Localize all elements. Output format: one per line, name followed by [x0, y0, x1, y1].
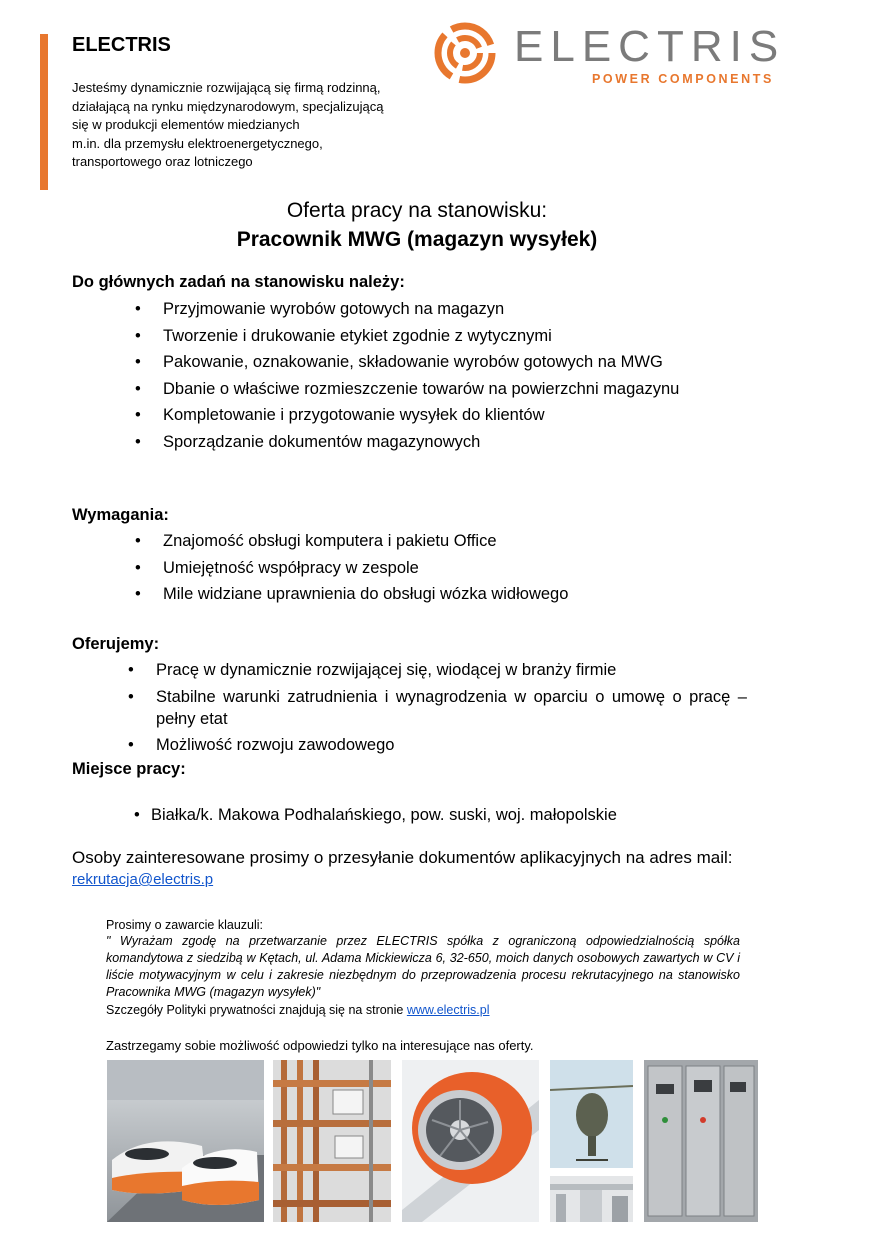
company-name: ELECTRIS [72, 34, 171, 56]
reservation-note: Zastrzegamy sobie możliwość odpowiedzi tylko na interesujące nas oferty. [106, 1038, 534, 1053]
requirements-heading: Wymagania: [72, 506, 169, 524]
list-item: • Mile widziane uprawnienia do obsługi wózka widłowego [163, 583, 746, 605]
photo-jet-engine [402, 1060, 539, 1222]
email-link[interactable]: rekrutacja@electris.p [72, 871, 214, 888]
intro-line: m.in. dla przemysłu elektroenergetycznego, [72, 135, 323, 151]
workplace-heading: Miejsce pracy: [72, 760, 186, 778]
offer-heading: Oferta pracy na stanowisku: [286, 199, 548, 222]
logo-tagline: POWER COMPONENTS [592, 72, 774, 86]
logo-wordmark: ELECTRIS [514, 22, 786, 71]
photo-industrial-interior [550, 1176, 633, 1222]
list-item: • Przyjmowanie wyrobów gotowych na magazyn [163, 298, 746, 320]
company-intro [72, 79, 472, 172]
tasks-list [163, 298, 746, 457]
list-item: • Tworzenie i drukowanie etykiet zgodnie z wytycznymi [163, 325, 746, 347]
list-item: • Umiejętność współpracy w zespole [163, 557, 746, 579]
privacy-policy-line [106, 1002, 740, 1019]
intro-line: się w produkcji elementów miedzianych [72, 117, 300, 132]
list-item: • Sporządzanie dokumentów magazynowych [163, 431, 746, 453]
consent-clause: " Wyrażam zgodę na przetwarzanie przez ELECTRIS spółka z ograniczoną odpowiedzialnością spółka komandytowa z siedzibą w Kętach, ul. Adama Mickiewicza 6, 32-650, moich danych osobowych zawartych w CV i liście motywacyjnym w celu i zakresie niezbędnym do przeprowadzenia procesu rekrutacyjnego na stanowisko Pracownika MWG (magazyn wysyłek)" [106, 934, 740, 999]
intro-line: transportowego oraz lotniczego [72, 154, 253, 169]
list-item: • Możliwość rozwoju zawodowego [156, 734, 747, 756]
list-item: • Pakowanie, oznakowanie, składowanie wyrobów gotowych na MWG [163, 351, 746, 373]
list-item: • Znajomość obsługi komputera i pakietu Office [163, 530, 746, 552]
offer-section-heading: Oferujemy: [72, 635, 160, 653]
photo-copper-busbars [273, 1060, 391, 1222]
intro-line: Jesteśmy dynamicznie rozwijającą się firmą rodzinną, [72, 80, 381, 95]
offer-list [156, 659, 747, 761]
list-item: • Dbanie o właściwe rozmieszczenie towarów na powierzchni magazynu [163, 378, 746, 400]
list-item: • Kompletowanie i przygotowanie wysyłek do klientów [163, 404, 746, 426]
workplace-list [151, 804, 751, 826]
photo-high-speed-trains [107, 1060, 264, 1222]
photo-switchgear-cabinet [644, 1060, 758, 1222]
clause-heading: Prosimy o zawarcie klauzuli: [106, 918, 263, 932]
policy-prefix: Szczegóły Polityki prywatności znajdują się na stronie [106, 1003, 407, 1017]
electris-logo [434, 20, 814, 90]
intro-line: działającą na rynku międzynarodowym, specjalizującą [72, 98, 384, 114]
photo-military-helicopter [550, 1060, 633, 1168]
job-title: Pracownik MWG (magazyn wysyłek) [236, 228, 598, 251]
list-item: • Białka/k. Makowa Podhalańskiego, pow. suski, woj. małopolskie [151, 804, 751, 826]
requirements-list [163, 530, 746, 610]
accent-bar [40, 34, 48, 190]
list-item: • Stabilne warunki zatrudnienia i wynagrodzenia w oparciu o umowę o pracę – pełny etat [156, 686, 747, 730]
tasks-heading: Do głównych zadań na stanowisku należy: [72, 273, 405, 291]
logo-mark-icon [434, 22, 496, 84]
website-link[interactable]: www.electris.pl [406, 1003, 490, 1017]
application-text: Osoby zainteresowane prosimy o przesyłanie dokumentów aplikacyjnych na adres mail: [72, 848, 733, 867]
list-item: • Pracę w dynamicznie rozwijającej się, wiodącej w branży firmie [156, 659, 747, 681]
